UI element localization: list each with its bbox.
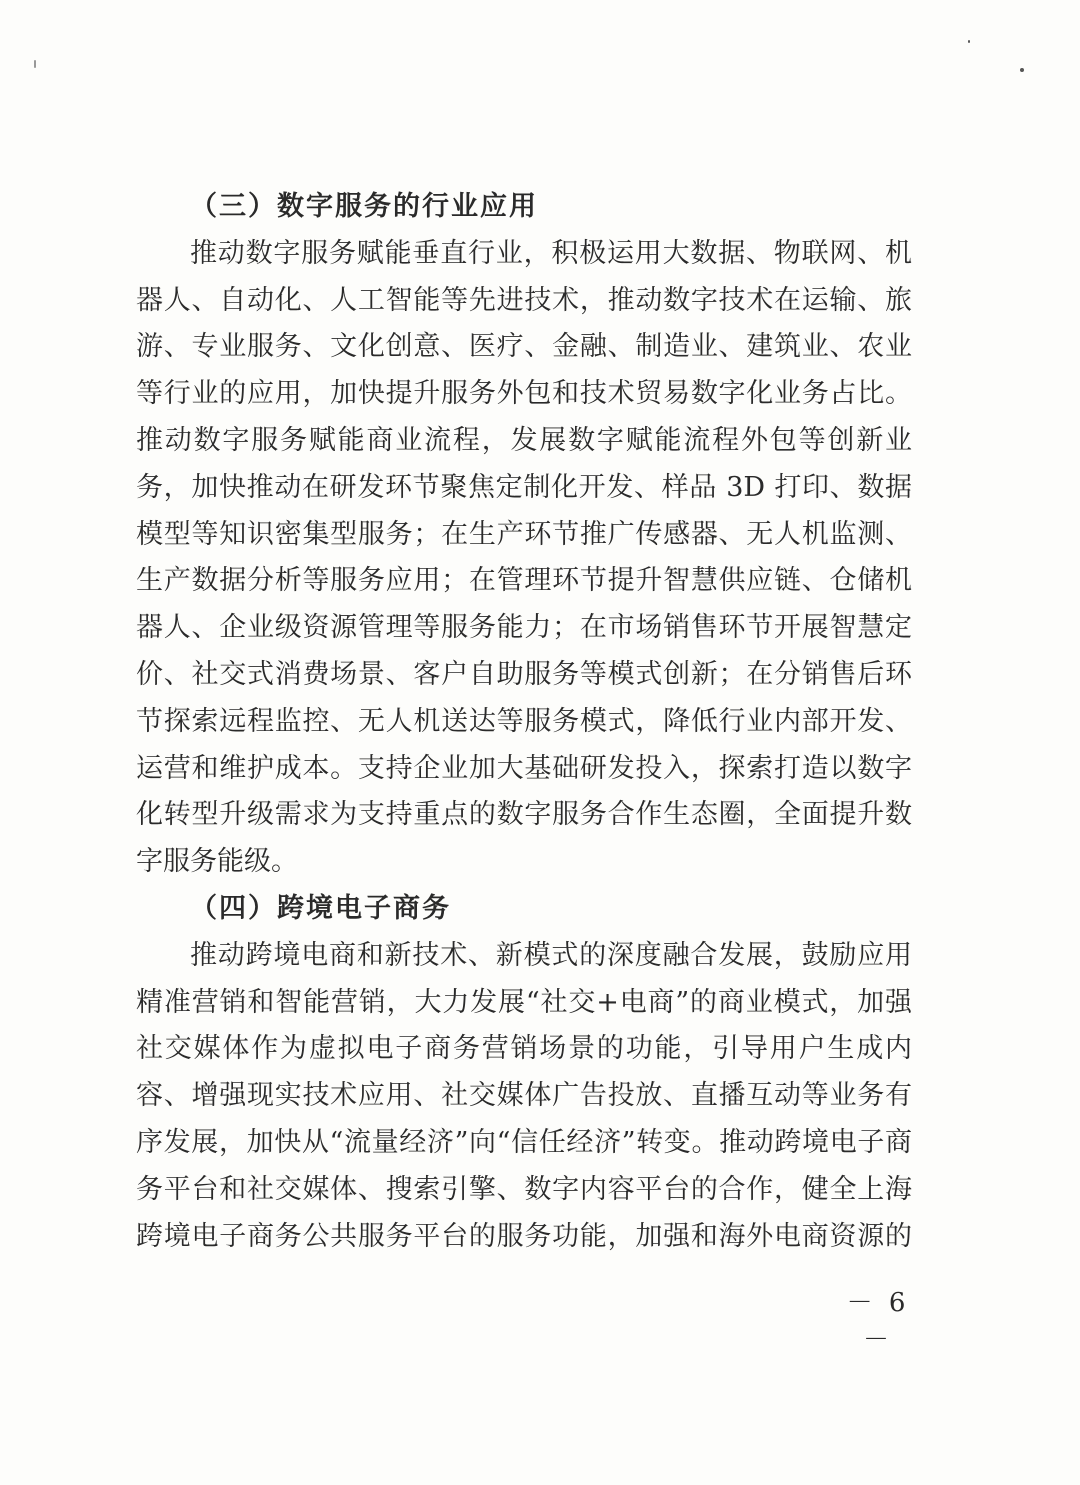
paragraph-line: 序发展，加快从“流量经济”向“信任经济”转变。推动跨境电子商 <box>136 1126 912 1158</box>
document-body <box>136 184 912 1260</box>
section-heading-4: （四）跨境电子商务 <box>190 892 451 924</box>
paragraph-line: 化转型升级需求为支持重点的数字服务合作生态圈，全面提升数 <box>136 799 912 831</box>
paragraph-line: 跨境电子商务公共服务平台的服务功能，加强和海外电商资源的 <box>136 1220 912 1252</box>
paragraph-line: 生产数据分析等服务应用；在管理环节提升智慧供应链、仓储机 <box>136 565 912 597</box>
scan-speck <box>968 40 970 43</box>
paragraph-line: 字服务能级。 <box>136 846 298 878</box>
page-number: － 6 － <box>846 1288 910 1355</box>
section-heading-3: （三）数字服务的行业应用 <box>190 191 538 222</box>
paragraph-line: 价、社交式消费场景、客户自助服务等模式创新；在分销售后环 <box>136 658 912 690</box>
paragraph-line: 务，加快推动在研发环节聚焦定制化开发、样品 3D 打印、数据 <box>136 471 912 503</box>
paragraph-line: 推动数字服务赋能商业流程，发展数字赋能流程外包等创新业 <box>136 424 912 456</box>
scan-speck <box>34 60 36 68</box>
paragraph-line: 游、专业服务、文化创意、医疗、金融、制造业、建筑业、农业 <box>136 331 912 363</box>
paragraph-line: 模型等知识密集型服务；在生产环节推广传感器、无人机监测、 <box>136 518 912 550</box>
paragraph-line: 器人、企业级资源管理等服务能力；在市场销售环节开展智慧定 <box>136 612 912 644</box>
paragraph-line: 推动数字服务赋能垂直行业，积极运用大数据、物联网、机 <box>190 237 912 269</box>
paragraph-line: 精准营销和智能营销，大力发展“社交+电商”的商业模式，加强 <box>136 986 912 1018</box>
paragraph-line: 器人、自动化、人工智能等先进技术，推动数字技术在运输、旅 <box>136 284 912 316</box>
paragraph-line: 运营和维护成本。支持企业加大基础研发投入，探索打造以数字 <box>136 752 912 784</box>
paragraph-line: 等行业的应用，加快提升服务外包和技术贸易数字化业务占比。 <box>136 378 912 410</box>
paragraph-line: 社交媒体作为虚拟电子商务营销场景的功能，引导用户生成内 <box>136 1033 912 1065</box>
paragraph-line: 节探索远程监控、无人机送达等服务模式，降低行业内部开发、 <box>136 705 912 737</box>
paragraph-line: 推动跨境电商和新技术、新模式的深度融合发展，鼓励应用 <box>190 939 912 971</box>
paragraph-line: 容、增强现实技术应用、社交媒体广告投放、直播互动等业务有 <box>136 1080 912 1112</box>
paragraph-line: 务平台和社交媒体、搜索引擎、数字内容平台的合作，健全上海 <box>136 1173 912 1205</box>
scan-speck <box>1020 68 1024 72</box>
